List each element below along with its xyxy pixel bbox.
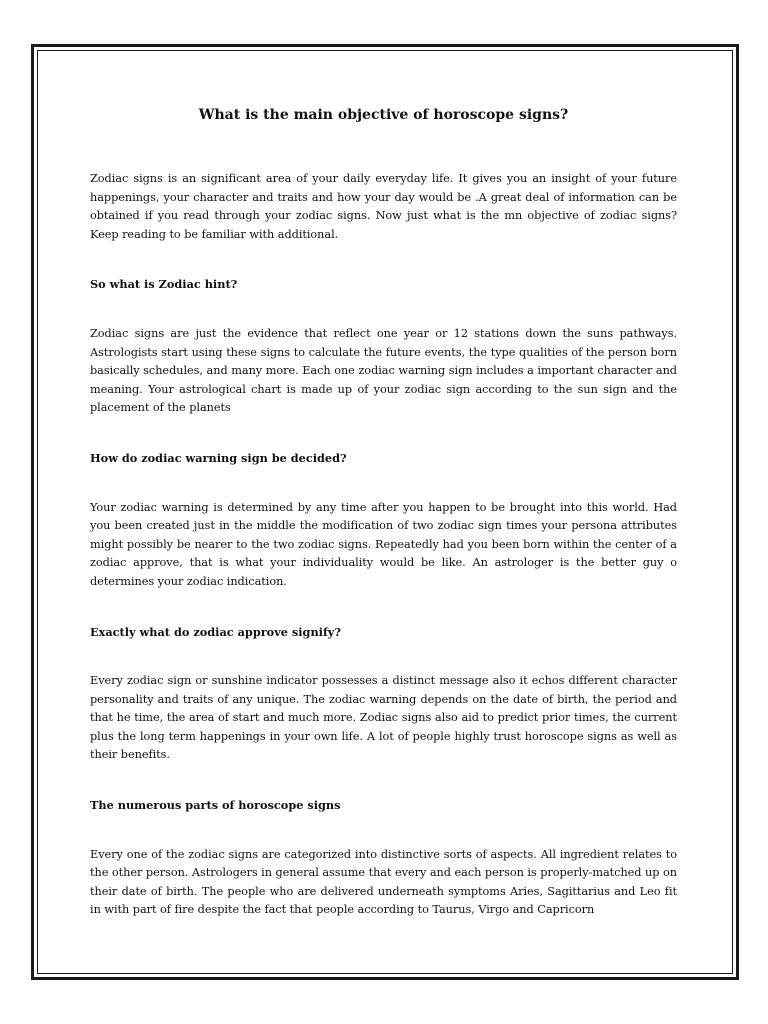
intro-paragraph: Zodiac signs is an significant area of your daily everyday life. It gives you an insight of your future happenings, your character and traits and how your day would be .A great deal of information can be obtained if you read through your zodiac signs. Now just what is the mn objective of zodiac signs? Keep reading to be familiar with additional. [90, 172, 677, 241]
section-paragraph-signify: Every zodiac sign or sunshine indicator possesses a distinct message also it echos different character personality and traits of any unique. The zodiac warning depends on the date of birth, the period and that he time, the area of start and much more. Zodiac signs also aid to predict prior times, the current plus the long term happenings in your own life. A lot of people highly trust horoscope signs as well as their benefits. [90, 674, 677, 762]
spacer [90, 468, 677, 499]
section-paragraph-zodiac-hint: Zodiac signs are just the evidence that reflect one year or 12 stations down the suns pathways. Astrologists start using these signs to calculate the future events, the type qualities of the person born basically schedules, and many more. Each one zodiac warning sign includes a important character and meaning. Your astrological chart is made up of your zodiac sign according to the sun sign and the placement of the planets [90, 326, 677, 415]
section-paragraph-parts: Every one of the zodiac signs are categorized into distinctive sorts of aspects. All ingredient relates to the other person. Astrologers in general assume that every and each person is properly-matched up on their date of birth. The people who are delivered underneath symptoms Aries, Sagittarius and Leo fit in with part of fire despite the fact that people according to Taurus, Virgo and Capricorn [90, 847, 677, 917]
section-heading-parts: The numerous parts of horoscope signs [90, 798, 341, 813]
spacer [90, 418, 677, 449]
spacer [90, 641, 677, 672]
document-title: What is the main objective of horoscope signs? [198, 107, 569, 123]
section-heading-signify: Exactly what do zodiac approve signify? [90, 624, 341, 639]
spacer [90, 244, 677, 275]
section-heading-decided: How do zodiac warning sign be decided? [90, 450, 347, 465]
document-body [90, 104, 677, 920]
spacer [90, 294, 677, 325]
spacer [90, 815, 677, 846]
spacer [90, 592, 677, 623]
section-heading-zodiac-hint: So what is Zodiac hint? [90, 277, 238, 292]
section-paragraph-decided: Your zodiac warning is determined by any time after you happen to be brought into this world. Had you been created just in the middle the modification of two zodiac sign times your persona attributes might possibly be nearer to the two zodiac signs. Repeatedly had you been born within the center of a zodiac approve, that is what your individuality would be like. An astrologer is the better guy o determines your zodiac indication. [90, 500, 677, 588]
spacer [90, 765, 677, 796]
